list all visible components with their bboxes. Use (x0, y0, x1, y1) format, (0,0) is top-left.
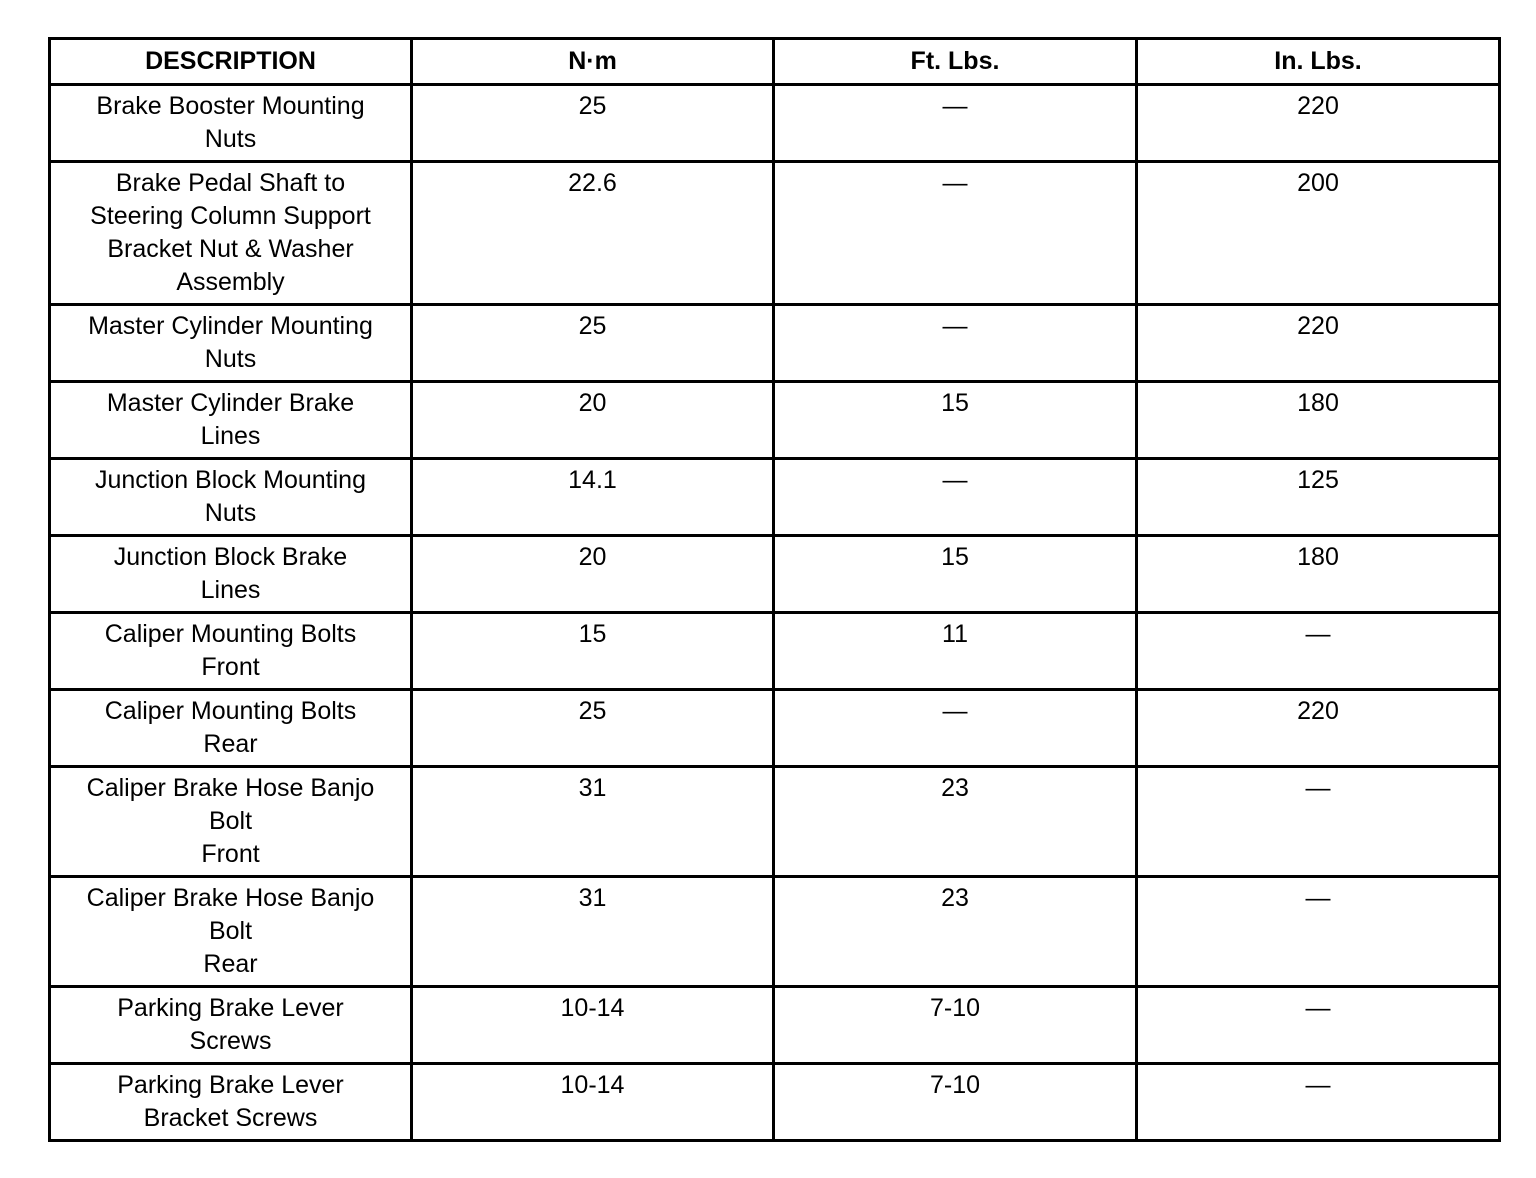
description-line: Bracket Screws (143, 1104, 318, 1132)
table-body (50, 85, 1500, 1141)
cell-ft-lbs: 23 (774, 767, 1137, 877)
cell-in-lbs: 180 (1137, 536, 1500, 613)
cell-in-lbs: 125 (1137, 459, 1500, 536)
cell-nm: 25 (412, 305, 774, 382)
cell-ft-lbs: — (774, 690, 1137, 767)
cell-in-lbs: 220 (1137, 305, 1500, 382)
cell-ft-lbs: — (774, 459, 1137, 536)
cell-ft-lbs: 23 (774, 877, 1137, 987)
cell-description (50, 877, 412, 987)
torque-spec-table (48, 37, 1501, 1142)
cell-in-lbs: 220 (1137, 690, 1500, 767)
description-line: Master Cylinder Brake (106, 389, 355, 417)
cell-description (50, 767, 412, 877)
header-ft-lbs: Ft. Lbs. (774, 39, 1137, 85)
table-row (50, 382, 1500, 459)
description-line: Nuts (204, 499, 257, 527)
cell-nm: 31 (412, 767, 774, 877)
cell-description (50, 305, 412, 382)
cell-nm: 31 (412, 877, 774, 987)
table-row (50, 987, 1500, 1064)
table-row (50, 1064, 1500, 1141)
cell-ft-lbs: — (774, 162, 1137, 305)
table-row (50, 690, 1500, 767)
cell-nm: 15 (412, 613, 774, 690)
description-line: Junction Block Mounting (95, 466, 366, 494)
description-line: Front (201, 653, 260, 681)
cell-description (50, 613, 412, 690)
cell-nm: 10-14 (412, 1064, 774, 1141)
description-line: Rear (203, 730, 258, 758)
table-header (50, 39, 1500, 85)
cell-ft-lbs: 11 (774, 613, 1137, 690)
cell-description (50, 85, 412, 162)
description-line: Master Cylinder Mounting (88, 312, 373, 340)
description-line: Lines (200, 422, 261, 450)
description-line: Rear (203, 950, 258, 978)
description-line: Assembly (176, 268, 285, 296)
description-line: Screws (189, 1027, 272, 1055)
description-line: Steering Column Support (90, 202, 371, 230)
cell-in-lbs: 180 (1137, 382, 1500, 459)
header-nm: N·m (412, 39, 774, 85)
cell-ft-lbs: 7-10 (774, 987, 1137, 1064)
cell-description (50, 987, 412, 1064)
cell-nm: 22.6 (412, 162, 774, 305)
description-line: Bolt (208, 917, 253, 945)
cell-in-lbs: — (1137, 1064, 1500, 1141)
header-in-lbs: In. Lbs. (1137, 39, 1500, 85)
cell-ft-lbs: 15 (774, 536, 1137, 613)
table-row (50, 162, 1500, 305)
description-line: Junction Block Brake (113, 543, 348, 571)
description-line: Nuts (204, 345, 257, 373)
description-line: Bracket Nut & Washer (107, 235, 354, 263)
cell-in-lbs: — (1137, 613, 1500, 690)
table-row (50, 536, 1500, 613)
cell-in-lbs: — (1137, 767, 1500, 877)
table-row (50, 877, 1500, 987)
cell-description (50, 690, 412, 767)
cell-ft-lbs: — (774, 305, 1137, 382)
description-line: Caliper Brake Hose Banjo (86, 774, 375, 802)
cell-nm: 25 (412, 85, 774, 162)
table-row (50, 305, 1500, 382)
description-line: Brake Pedal Shaft to (115, 169, 346, 197)
description-line: Parking Brake Lever (117, 1071, 344, 1099)
description-line: Nuts (204, 125, 257, 153)
table-row (50, 613, 1500, 690)
table-row (50, 459, 1500, 536)
cell-description (50, 162, 412, 305)
description-line: Caliper Mounting Bolts (104, 697, 357, 725)
cell-ft-lbs: 7-10 (774, 1064, 1137, 1141)
cell-nm: 20 (412, 382, 774, 459)
description-line: Caliper Mounting Bolts (104, 620, 357, 648)
table-row (50, 767, 1500, 877)
header-row (50, 39, 1500, 85)
cell-ft-lbs: — (774, 85, 1137, 162)
cell-ft-lbs: 15 (774, 382, 1137, 459)
cell-in-lbs: — (1137, 877, 1500, 987)
cell-in-lbs: — (1137, 987, 1500, 1064)
table-row (50, 85, 1500, 162)
description-line: Brake Booster Mounting (96, 92, 365, 120)
header-description: DESCRIPTION (50, 39, 412, 85)
cell-in-lbs: 200 (1137, 162, 1500, 305)
description-line: Bolt (208, 807, 253, 835)
cell-nm: 14.1 (412, 459, 774, 536)
cell-nm: 25 (412, 690, 774, 767)
cell-description (50, 382, 412, 459)
cell-in-lbs: 220 (1137, 85, 1500, 162)
cell-description (50, 459, 412, 536)
description-line: Lines (200, 576, 261, 604)
cell-nm: 20 (412, 536, 774, 613)
description-line: Front (201, 840, 260, 868)
cell-description (50, 536, 412, 613)
description-line: Caliper Brake Hose Banjo (86, 884, 375, 912)
cell-nm: 10-14 (412, 987, 774, 1064)
cell-description (50, 1064, 412, 1141)
description-line: Parking Brake Lever (117, 994, 344, 1022)
